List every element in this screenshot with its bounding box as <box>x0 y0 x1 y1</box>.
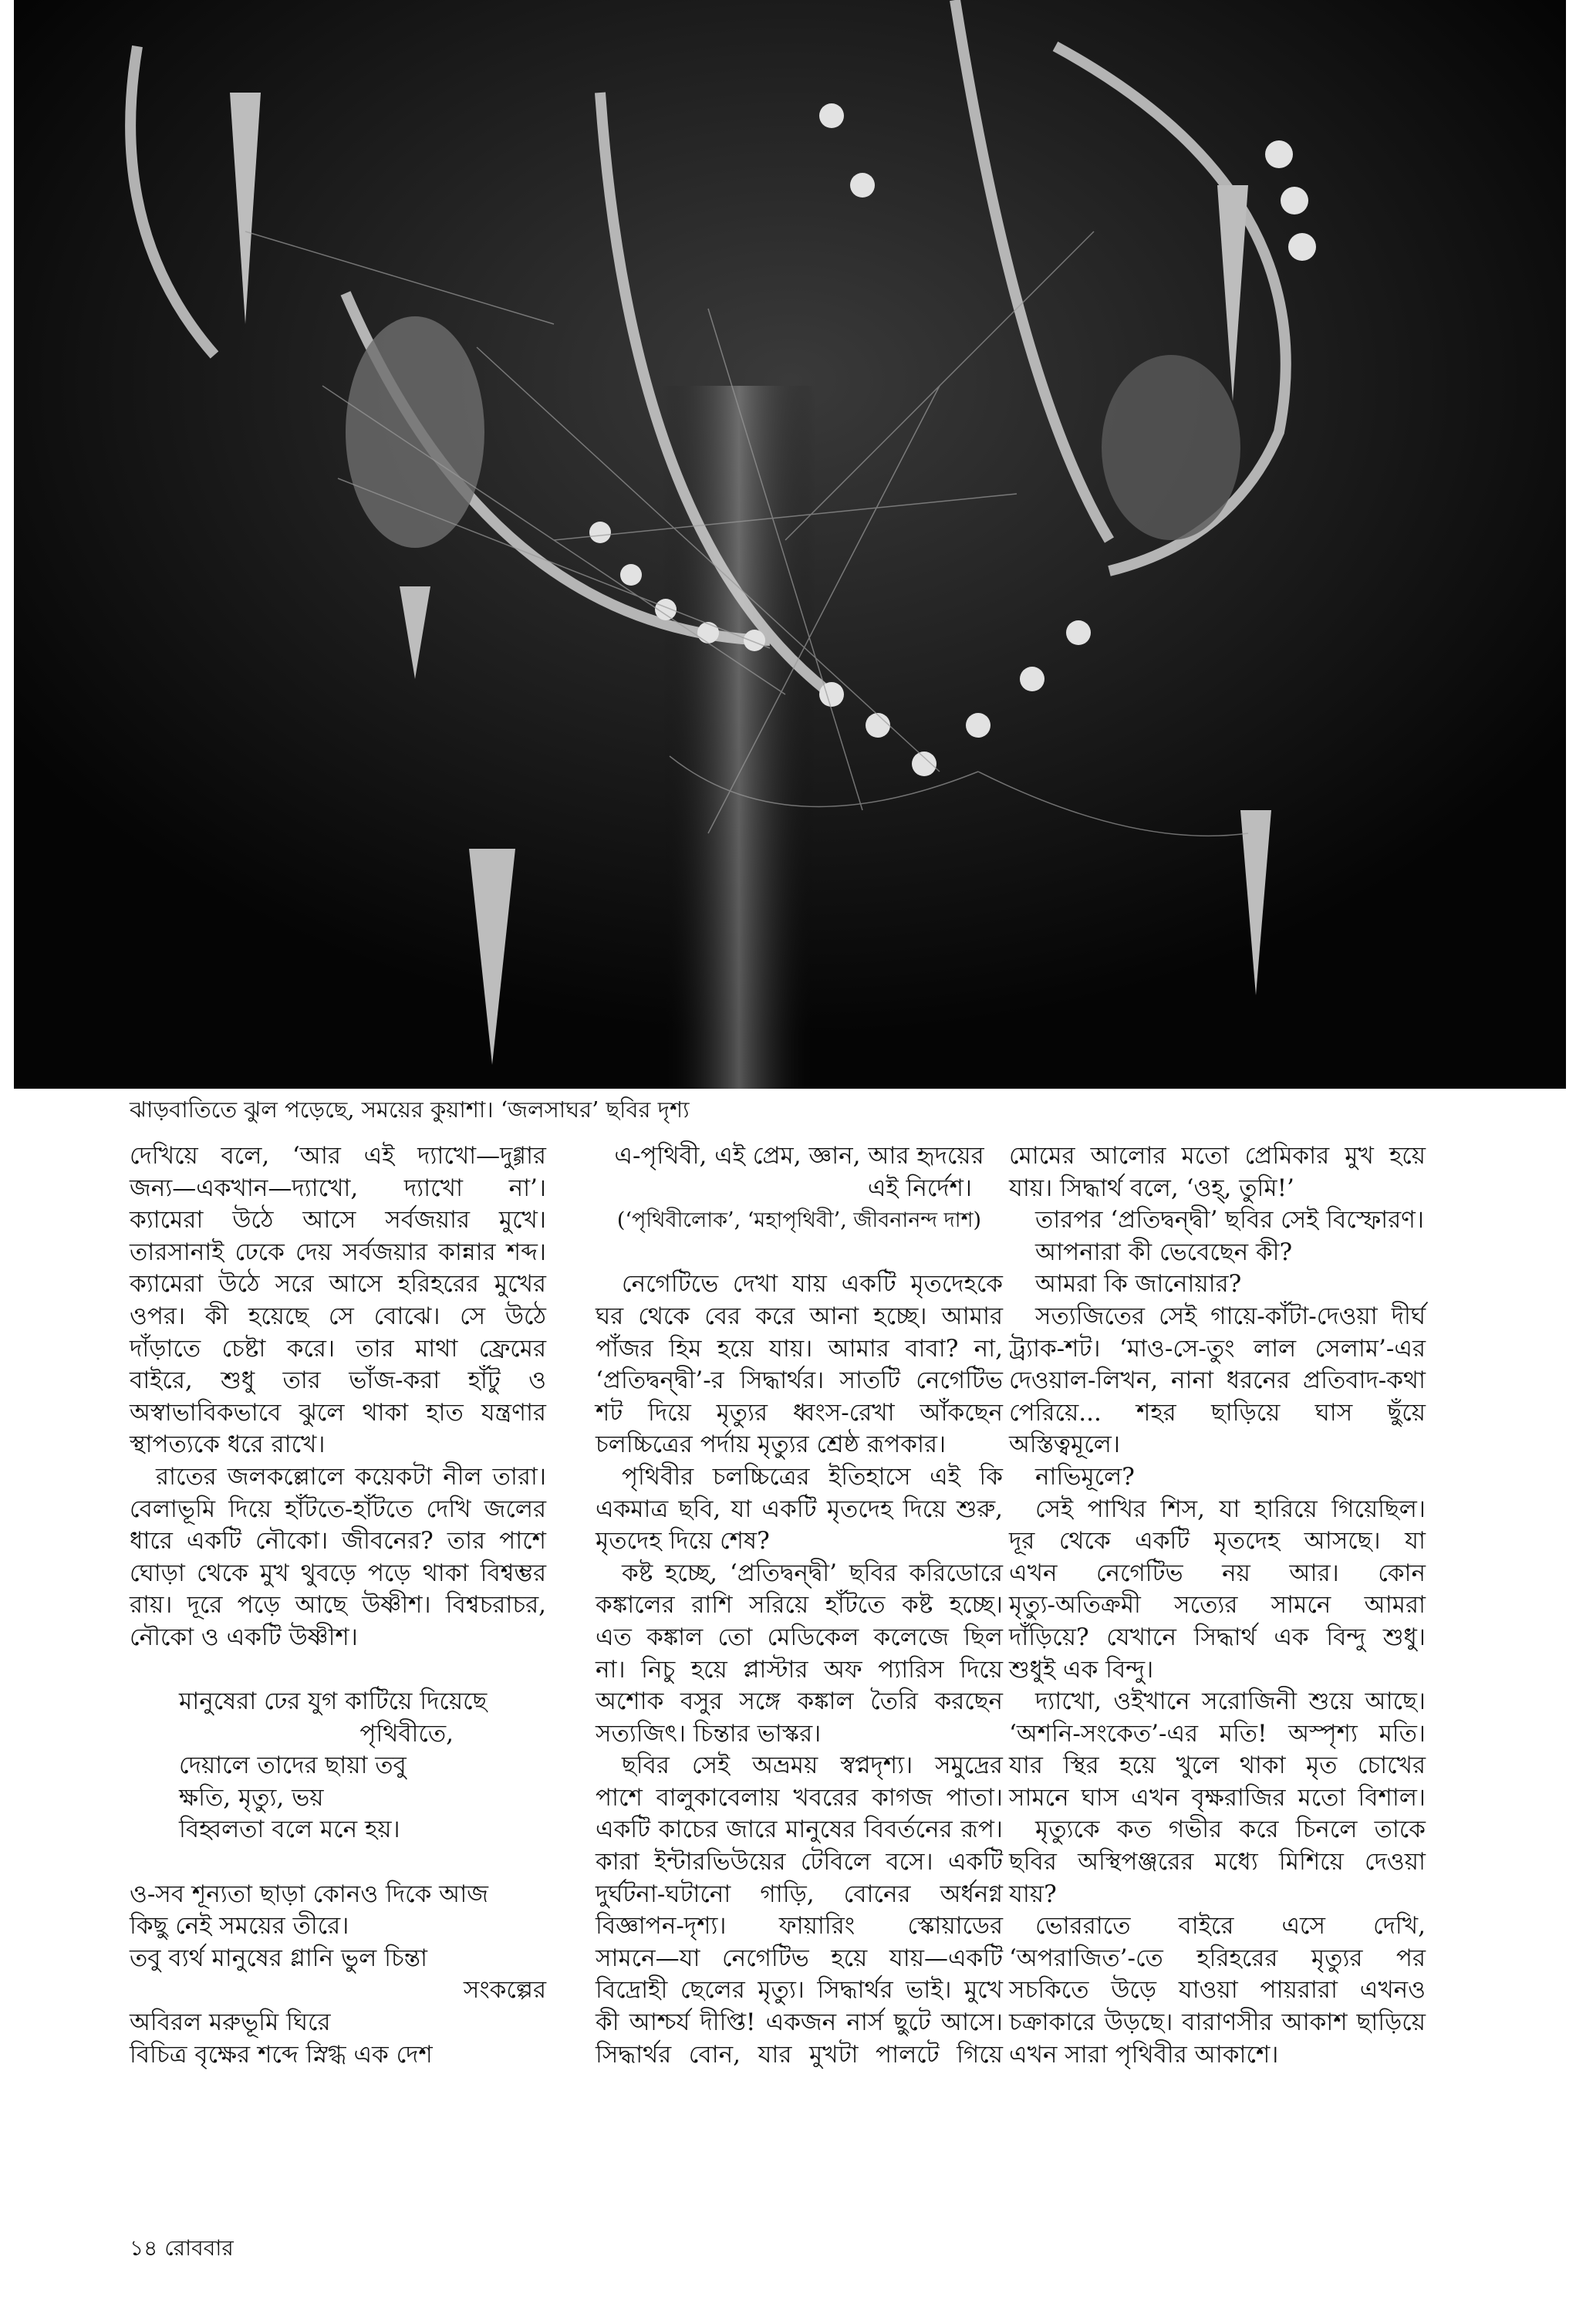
citation: (‘পৃথিবীলোক’, ‘মহাপৃথিবী’, জীবনানন্দ দাশ) <box>616 1208 982 1233</box>
verse-line: বিহ্বলতা বলে মনে হয়। <box>179 1816 400 1844</box>
text-line: সচকিতে উড়ে যাওয়া পায়রারা এখনও <box>1009 1976 1426 2005</box>
text-line: এখন নেগেটিভ নয় আর। কোন <box>1009 1559 1426 1587</box>
verse-line: বিচিত্র বৃক্ষের শব্দে স্নিগ্ধ এক দেশ <box>130 2040 433 2069</box>
text-line: যার স্থির হয়ে খুলে থাকা মৃত চোখের <box>1009 1751 1426 1780</box>
text-line: নাভিমূলে? <box>1035 1462 1135 1491</box>
verse-line: দেয়ালে তাদের ছায়া তবু <box>179 1751 407 1780</box>
text-line: কঙ্কালের রাশি সরিয়ে হাঁটতে কষ্ট হচ্ছে। <box>596 1591 1003 1620</box>
verse-line: ও-সব শূন্যতা ছাড়া কোনও দিকে আজ <box>130 1880 489 1908</box>
text-line: ওপর। কী হয়েছে সে বোঝে। সে উঠে <box>130 1302 547 1330</box>
paragraph <box>596 1268 1003 1461</box>
text-line: সামনে—যা নেগেটিভ হয়ে যায়—একটি <box>596 1944 1003 1972</box>
paragraph <box>130 1140 546 1461</box>
text-line: আমরা কি জানোয়ার? <box>1035 1270 1242 1299</box>
verse-block <box>596 1140 1003 1237</box>
page-folio: ১৪ রোববার <box>130 2235 234 2261</box>
text-line: ক্যামেরা উঠে আসে সর্বজয়ার মুখে। <box>130 1206 546 1235</box>
text-line: ছবির অস্থিপঞ্জরের মধ্যে মিশিয়ে দেওয়া <box>1009 1848 1426 1876</box>
paragraph <box>596 1558 1003 1751</box>
paragraph <box>130 1461 546 1654</box>
text-line: তারসানাই ঢেকে দেয় সর্বজয়ার কান্নার শব্দ। <box>130 1238 546 1266</box>
chandelier-photo <box>14 0 1566 1089</box>
verse-line: এ-পৃথিবী, এই প্রেম, জ্ঞান, আর হৃদয়ের <box>614 1142 984 1170</box>
text-line: দাঁড়িয়ে? যেখানে সিদ্ধার্থ এক বিন্দু শুধু। <box>1009 1623 1426 1651</box>
text-line: চক্রাকারে উড়ছে। বারাণসীর আকাশ ছাড়িয়ে <box>1009 2008 1426 2037</box>
text-line: এত কঙ্কাল তো মেডিকেল কলেজে ছিল <box>596 1623 1003 1651</box>
verse-line: মানুষেরা ঢের যুগ কাটিয়ে দিয়েছে <box>179 1687 488 1716</box>
text-column-2 <box>596 1140 1003 2071</box>
text-line: সেই পাখির শিস, যা হারিয়ে গিয়েছিল। <box>1035 1495 1426 1523</box>
text-line: একটি কাচের জারে মানুষের বিবর্তনের রূপ। <box>596 1816 1003 1844</box>
paragraph <box>1009 1301 1426 1461</box>
text-line: সত্যজিতের সেই গায়ে-কাঁটা-দেওয়া দীর্ঘ <box>1035 1302 1426 1330</box>
verse-line: তবু ব্যর্থ মানুষের গ্লানি ভুল চিন্তা <box>130 1944 428 1972</box>
text-line: স্থাপত্যকে ধরে রাখে। <box>130 1431 326 1459</box>
text-line: দেওয়াল-লিখন, নানা ধরনের প্রতিবাদ-কথা <box>1009 1366 1426 1395</box>
text-line: দেখিয়ে বলে, ‘আর এই দ্যাখো—দুগ্গার <box>130 1142 546 1170</box>
poem-stanza <box>130 1879 546 2072</box>
text-line: অস্তিত্বমূলে। <box>1009 1431 1120 1459</box>
text-line: ঘর থেকে বের করে আনা হচ্ছে। আমার <box>596 1302 1003 1330</box>
text-line: পাঁজর হিম হয়ে যায়। আমার বাবা? না, <box>596 1334 1003 1363</box>
text-line: ছবির সেই অভ্রময় স্বপ্নদৃশ্য। সমুদ্রের <box>622 1751 1003 1780</box>
verse-line: ক্ষতি, মৃত্যু, ভয় <box>179 1783 324 1812</box>
text-line: বিদ্রোহী ছেলের মৃত্যু। সিদ্ধার্থর ভাই। মুখে <box>596 1976 1003 2005</box>
text-column-3 <box>1009 1140 1426 2071</box>
verse-line: এই নির্দেশ। <box>867 1174 972 1202</box>
text-line: দুর্ঘটনা-ঘটানো গাড়ি, বোনের অর্ধনগ্ন <box>596 1880 1003 1908</box>
text-line: দাঁড়াতে চেষ্টা করে। তার মাথা ফ্রেমের <box>130 1334 546 1363</box>
text-line: মৃত্যুকে কত গভীর করে চিনলে তাকে <box>1035 1816 1426 1844</box>
text-line: শট দিয়ে মৃত্যুর ধ্বংস-রেখা আঁকছেন <box>596 1398 1003 1427</box>
text-line: ‘অশনি-সংকেত’-এর মতি! অস্পৃশ্য মতি। <box>1009 1719 1426 1748</box>
paragraph <box>1009 1910 1426 2071</box>
text-line: যায়। সিদ্ধার্থ বলে, ‘ওহ্, তুমি!’ <box>1009 1174 1294 1202</box>
paragraph <box>1009 1814 1426 1910</box>
verse-line: অবিরল মরুভূমি ঘিরে <box>130 2008 331 2037</box>
text-line: পেরিয়ে... শহর ছাড়িয়ে ঘাস ছুঁয়ে <box>1009 1398 1426 1427</box>
text-line: বাইরে, শুধু তার ভাঁজ-করা হাঁটু ও <box>130 1366 546 1395</box>
text-line: শুধুই এক বিন্দু। <box>1009 1655 1154 1684</box>
text-line: ‘প্রতিদ্বন্দ্বী’-র সিদ্ধার্থর। সাতটি নেগেটিভ <box>596 1366 1003 1395</box>
text-line: কারা ইন্টারভিউয়ের টেবিলে বসে। একটি <box>596 1848 1003 1876</box>
text-line: দ্যাখো, ওইখানে সরোজিনী শুয়ে আছে। <box>1035 1687 1426 1716</box>
text-line: কী আশ্চর্য দীপ্তি! একজন নার্স ছুটে আসে। <box>596 2008 1003 2037</box>
verse-line: কিছু নেই সময়ের তীরে। <box>130 1912 349 1941</box>
text-line: মোমের আলোর মতো প্রেমিকার মুখ হয়ে <box>1009 1142 1426 1170</box>
text-line: ধারে একটি নৌকো। জীবনের? তার পাশে <box>130 1527 546 1556</box>
text-line: অস্বাভাবিকভাবে ঝুলে থাকা হাত যন্ত্রণার <box>130 1398 546 1427</box>
text-line: ‘অপরাজিত’-তে হরিহরের মৃত্যুর পর <box>1009 1944 1426 1972</box>
text-line: ঘোড়া থেকে মুখ থুবড়ে পড়ে থাকা বিশ্বম্ভর <box>130 1559 546 1587</box>
text-line: মৃত্যু-অতিক্রমী সত্যের সামনে আমরা <box>1009 1591 1426 1620</box>
text-line: রায়। দূরে পড়ে আছে উষ্ণীশ। বিশ্বচরাচর, <box>130 1591 546 1620</box>
text-line: যায়? <box>1009 1880 1057 1908</box>
text-line: ক্যামেরা উঠে সরে আসে হরিহরের মুখের <box>130 1270 546 1299</box>
text-line: একমাত্র ছবি, যা একটি মৃতদেহ দিয়ে শুরু, <box>596 1495 1003 1523</box>
verse-line: সংকল্পের <box>463 1976 546 2005</box>
text-line: চলচ্চিত্রের পর্দায় মৃত্যুর শ্রেষ্ঠ রূপকার। <box>596 1431 947 1459</box>
text-line: পৃথিবীর চলচ্চিত্রের ইতিহাসে এই কি <box>622 1462 1003 1491</box>
text-line: এখন সারা পৃথিবীর আকাশে। <box>1009 2040 1279 2069</box>
text-line: দূর থেকে একটি মৃতদেহ আসছে। যা <box>1009 1527 1426 1556</box>
photo-caption: ঝাড়বাতিতে ঝুল পড়েছে, সময়ের কুয়াশা। ‘জলসাঘর’ ছবির দৃশ্য <box>130 1096 690 1123</box>
paragraph <box>596 1750 1003 2071</box>
text-line: না। নিচু হয়ে প্লাস্টার অফ প্যারিস দিয়ে <box>596 1655 1003 1684</box>
poem-stanza <box>130 1686 546 1846</box>
text-line: ট্র্যাক-শট। ‘মাও-সে-তুং লাল সেলাম’-এর <box>1009 1334 1426 1363</box>
chandelier-illustration <box>14 0 1566 1089</box>
text-line: বেলাভূমি দিয়ে হাঁটতে-হাঁটতে দেখি জলের <box>130 1495 546 1523</box>
text-line: অশোক বসুর সঙ্গে কঙ্কাল তৈরি করছেন <box>596 1687 1003 1716</box>
text-line: সত্যজিৎ। চিন্তার ভাস্কর। <box>596 1719 822 1748</box>
text-line: ভোররাতে বাইরে এসে দেখি, <box>1035 1912 1426 1941</box>
text-line: তারপর ‘প্রতিদ্বন্দ্বী’ ছবির সেই বিস্ফোরণ। <box>1035 1206 1424 1235</box>
text-line: সিদ্ধার্থর বোন, যার মুখটা পালটে গিয়ে <box>596 2040 1003 2069</box>
text-line: জন্য—একখান—দ্যাখো, দ্যাখো না’। <box>130 1174 546 1202</box>
paragraph <box>1009 1686 1426 1814</box>
text-line: বিজ্ঞাপন-দৃশ্য। ফায়ারিং স্কোয়াডের <box>596 1912 1003 1941</box>
paragraph <box>1009 1494 1426 1687</box>
text-line: পাশে বালুকাবেলায় খবরের কাগজ পাতা। <box>596 1783 1003 1812</box>
text-line: সামনে ঘাস এখন বৃক্ষরাজির মতো বিশাল। <box>1009 1783 1426 1812</box>
text-line: নেগেটিভে দেখা যায় একটি মৃতদেহকে <box>622 1270 1003 1299</box>
text-line: রাতের জলকল্লোলে কয়েকটা নীল তারা। <box>156 1462 546 1491</box>
text-column-1 <box>130 1140 546 2071</box>
text-line: কষ্ট হচ্ছে, ‘প্রতিদ্বন্দ্বী’ ছবির করিডোরে <box>622 1559 1003 1587</box>
text-line: নৌকো ও একটি উষ্ণীশ। <box>130 1623 358 1651</box>
verse-line: পৃথিবীতে, <box>359 1719 454 1748</box>
paragraph <box>1009 1140 1426 1204</box>
paragraph <box>596 1461 1003 1558</box>
text-line: মৃতদেহ দিয়ে শেষ? <box>596 1527 770 1556</box>
text-line: আপনারা কী ভেবেছেন কী? <box>1035 1238 1293 1266</box>
